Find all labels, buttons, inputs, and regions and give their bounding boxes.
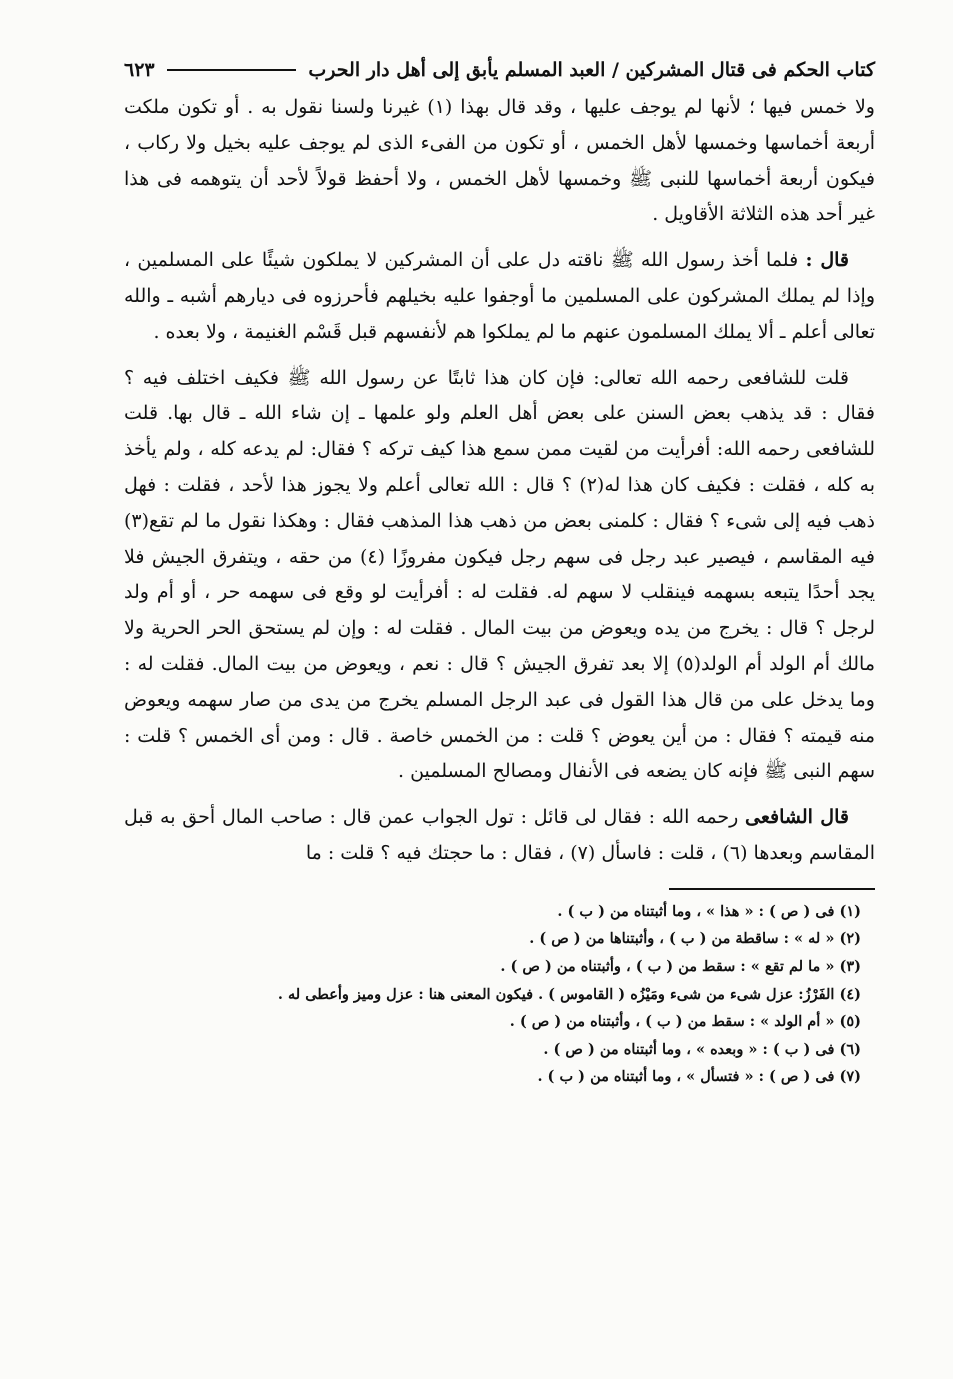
paragraph-text: رحمه الله : فقال لى قائل : تول الجواب عمن قال : صاحب المال أحق به قبل المقاسم وبعدها (٦) ، قلت : فاسأل (٧) ، فقال : ما حجتك فيه ؟ قلت : ما <box>124 806 875 864</box>
running-header <box>124 50 875 90</box>
header-title: كتاب الحكم فى قتال المشركين / العبد المسلم يأبق إلى أهل دار الحرب <box>308 59 875 81</box>
footnote: (٣) « ما لم تقع » : سقط من ( ب ) ، وأثبتناه من ( ص ) . <box>500 957 861 975</box>
main-text <box>124 90 875 872</box>
paragraph <box>124 361 875 791</box>
paragraph <box>124 90 875 233</box>
footnote: (٧) فى ( ص ) : « فتسأل » ، وما أثبتناه من ( ب ) . <box>537 1068 861 1086</box>
footnote: (٢) « له » : ساقطة من ( ب ) ، وأثبتناها من ( ص ) . <box>529 930 861 948</box>
footnote: (٤) الفَرْزُ: عزل شىء من شىء ومَيْزُه ( القاموس ) . فيكون المعنى هنا : عزل وميز وأعطى له . <box>277 985 861 1003</box>
paragraph <box>124 243 875 350</box>
paragraph-text: قلت للشافعى رحمه الله تعالى: فإن كان هذا ثابتًا عن رسول الله ﷺ فكيف اختلف فيه ؟ فقال : قد يذهب بعض السنن على بعض أهل العلم ولو علمها ـ إن شاء الله ـ قال بها. قلت للشافعى رحمه الله: أفرأيت من لقيت ممن سمع هذا كيف تركه ؟ فقال: لم يدعه كله ، ولم يأخذ به كله ، فقلت : فكيف كان هذا له(٢) ؟ قال : الله تعالى أعلم ولا يجوز هذا لأحد ، فقلت : فهل ذهب فيه إلى شىء ؟ فقال : كلمنى بعض من ذهب هذا المذهب فقال : وهكذا نقول ما لم تقع(٣) فيه المقاسم ، فيصير عبد رجل فى سهم رجل فيكون مفروزًا (٤) من حقه ، ويتفرق الجيش فلا يجد أحدًا يتبعه بسهمه فينقلب لا سهم له. فقلت له : أفرأيت لو وقع فى سهمه حر ، أو أم ولد لرجل ؟ قال : يخرج من يده ويعوض من بيت المال . فقلت له : وإن لم يستحق الحر الحرية ولا مالك أم الولد أم الولد(٥) إلا بعد تفرق الجيش ؟ قال : نعم ، ويعوض من بيت المال. فقلت له : وما يدخل على من قال هذا القول فى عبد الرجل المسلم يخرج من يدى من صار سهمه ويعوض منه قيمته ؟ فقال : من أين يعوض ؟ قلت : من الخمس خاصة . قال : ومن أى الخمس ؟ قلت : سهم النبى ﷺ فإنه كان يضعه فى الأنفال ومصالح المسلمين . <box>124 366 875 783</box>
page-number: ٦٢٣ <box>124 59 155 81</box>
header-rule <box>167 69 297 71</box>
paragraph-lead: قال : <box>805 249 849 272</box>
footnote-rule <box>669 888 875 890</box>
footnote: (٥) « أم الولد » : سقط من ( ب ) ، وأثبتناه من ( ص ) . <box>509 1013 861 1031</box>
footnote: (١) فى ( ص ) : « هذا » ، وما أثبتناه من ( ب ) . <box>557 902 861 920</box>
paragraph-text: فلما أخذ رسول الله ﷺ ناقته دل على أن المشركين لا يملكون شيئًا على المسلمين ، وإذا لم يملك المشركون على المسلمين ما أوجفوا عليه بخيلهم فأحرزوه فى ديارهم أشبه ـ والله تعالى أعلم ـ ألا يملك المسلمون عنهم ما لم يملكوا هم لأنفسهم قبل قَسْم الغنيمة ، ولا بعده . <box>124 249 875 343</box>
footnotes <box>124 898 875 1091</box>
paragraph <box>124 800 875 872</box>
footnote: (٦) فى ( ب ) : « وبعده » ، وما أثبتناه من ( ص ) . <box>543 1040 861 1058</box>
paragraph-lead: قال الشافعى <box>745 806 849 829</box>
paragraph-text: ولا خمس فيها ؛ لأنها لم يوجف عليها ، وقد قال بهذا (١) غيرنا ولسنا نقول به . أو تكون ملكت أربعة أخماسها وخمسها لأهل الخمس ، أو تكون من الفىء الذى لم يوجف عليه بخيل ولا ركاب ، فيكون أربعة أخماسها للنبى ﷺ وخمسها لأهل الخمس ، ولا أحفظ قولاً لأحد أن يتوهمه فى هذا غير أحد هذه الثلاثة الأقاويل . <box>124 96 875 226</box>
